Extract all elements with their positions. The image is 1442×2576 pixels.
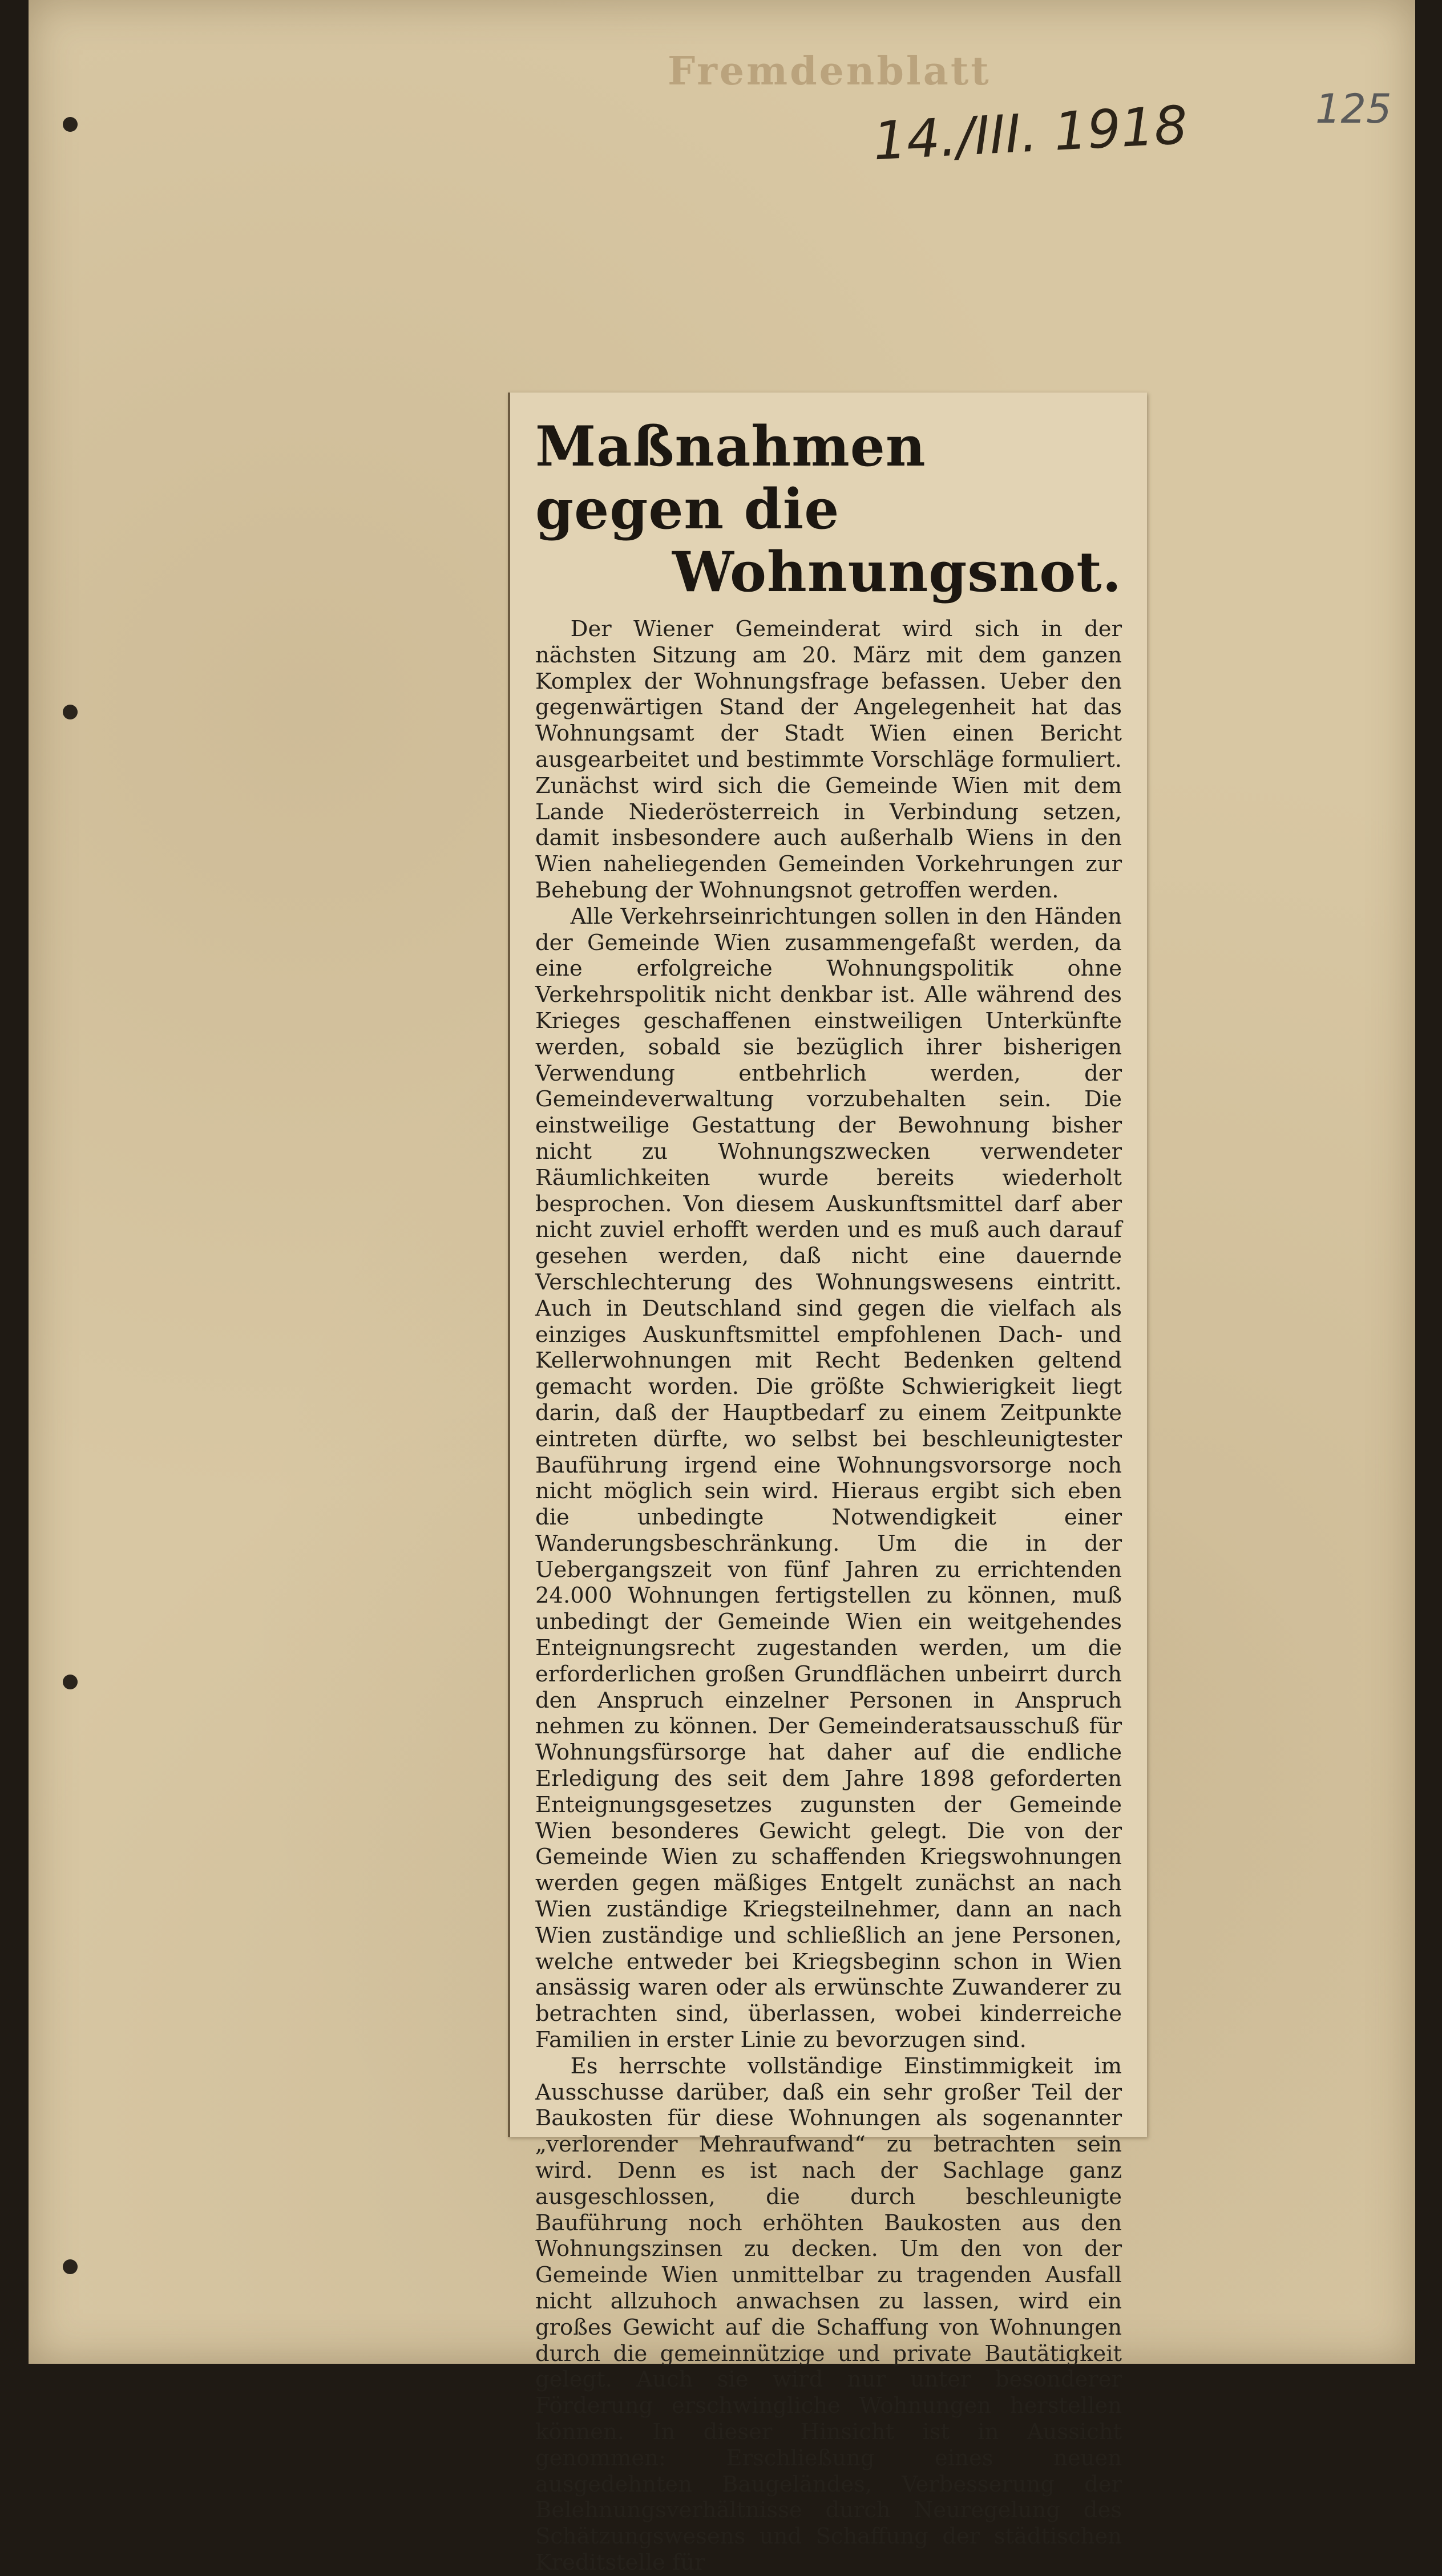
handwritten-date: 14./III. 1918 — [871, 94, 1189, 172]
newspaper-clipping — [508, 393, 1147, 2575]
page-number: 125 — [1315, 86, 1392, 132]
archive-sheet — [29, 0, 1415, 2575]
punch-hole-lower — [63, 1675, 78, 1689]
headline-line-1: Maßnahmen gegen die — [535, 414, 926, 541]
article-paragraph-1: Der Wiener Gemeinderat wird sich in der nächsten Sitzung am 20. März mit dem ganzen Komplex der Wohnungsfrage befassen. Ueber den gegenwärtigen Stand der Angelegenheit hat das Wohnungsamt der Stadt Wien einen Bericht ausgearbeitet und bestimmte Vorschläge formuliert. Zunächst wird sich die Gemeinde Wien mit dem Lande Niederösterreich in Verbindung setzen, damit insbesondere auch außerhalb Wiens in den Wien naheliegenden Gemeinden Vorkehrungen zur Behebung der Wohnungsnot getroffen werden. — [535, 616, 1122, 903]
article-paragraph-2: Alle Verkehrseinrichtungen sollen in den Händen der Gemeinde Wien zusammengefaßt werden, da eine erfolgreiche Wohnungspolitik ohne Verkehrspolitik nicht denkbar ist. Alle während des Krieges geschaffenen einstweiligen Unterkünfte werden, sobald sie bezüglich ihrer bisherigen Verwendung entbehrlich werden, der Gemeindeverwaltung vorzubehalten sein. Die einstweilige Gestattung der Bewohnung bisher nicht zu Wohnungszwecken verwendeter Räumlichkeiten wurde bereits wiederholt besprochen. Von diesem Auskunftsmittel darf aber nicht zuviel erhofft werden und es muß auch darauf gesehen werden, daß nicht eine dauernde Verschlechterung des Wohnungswesens eintritt. Auch in Deutschland sind gegen die vielfach als einziges Auskunftsmittel empfohlenen Dach- und Kellerwohnungen mit Recht Bedenken geltend gemacht worden. Die größte Schwierigkeit liegt darin, daß der Hauptbedarf zu einem Zeitpunkte eintreten dürfte, wo selbst bei beschleunigtester Bauführung irgend eine Wohnungsvorsorge noch nicht möglich sein wird. Hieraus ergibt sich eben die unbedingte Notwendigkeit einer Wanderungsbeschränkung. Um die in der Uebergangszeit von fünf Jahren zu errichtenden 24.000 Wohnungen fertigstellen zu können, muß unbedingt der Gemeinde Wien ein weitgehendes Enteignungsrecht zugestanden werden, um die erforderlichen großen Grundflächen unbeirrt durch den Anspruch einzelner Personen in Anspruch nehmen zu können. Der Gemeinderatsausschuß für Wohnungsfürsorge hat daher auf die endliche Erledigung des seit dem Jahre 1898 geforderten Enteignungsgesetzes zugunsten der Gemeinde Wien besonderes Gewicht gelegt. Die von der Gemeinde Wien zu schaffenden Kriegswohnungen werden gegen mäßiges Entgelt zunächst an nach Wien zuständige Kriegsteilnehmer, dann an nach Wien zuständige und schließlich an jene Personen, welche entweder bei Kriegsbeginn schon in Wien ansässig waren oder als erwünschte Zuwanderer zu betrachten sind, überlassen, wobei kinderreiche Familien in erster Linie zu bevorzugen sind. — [535, 903, 1122, 2053]
punch-hole-top — [63, 117, 78, 132]
article-paragraph-3: Es herrschte vollständige Einstimmigkeit im Ausschusse darüber, daß ein sehr großer Teil der Baukosten für diese Wohnungen als sogenannter „verlorender Mehraufwand“ zu betrachten sein wird. Denn es ist nach der Sachlage ganz ausgeschlossen, die durch beschleunigte Bauführung noch erhöhten Baukosten aus den Wohnungszinsen zu decken. Um den von der Gemeinde Wien unmittelbar zu tragenden Ausfall nicht allzuhoch anwachsen zu lassen, wird ein großes Gewicht auf die Schaffung von Wohnungen durch die gemeinnützige und private Bautätigkeit gelegt. Auch sie wird nur unter besonderer Förderung erschwingliche Wohnungen herstellen können. In dieser Hinsicht ist in Aussicht genommen: Erschließung eines neuen ausgedehnten Baugeländes, Verbesserung der Belehnungsverhältnisse durch Neuregelung des Schätzungswesens und Schaffung der städtischen Kreditstelle für — [535, 2053, 1122, 2575]
punch-hole-middle — [63, 705, 78, 719]
headline-line-2: Wohnungsnot. — [672, 540, 1122, 604]
newspaper-stamp: Fremdenblatt — [668, 48, 991, 94]
punch-hole-bottom — [63, 2259, 78, 2274]
